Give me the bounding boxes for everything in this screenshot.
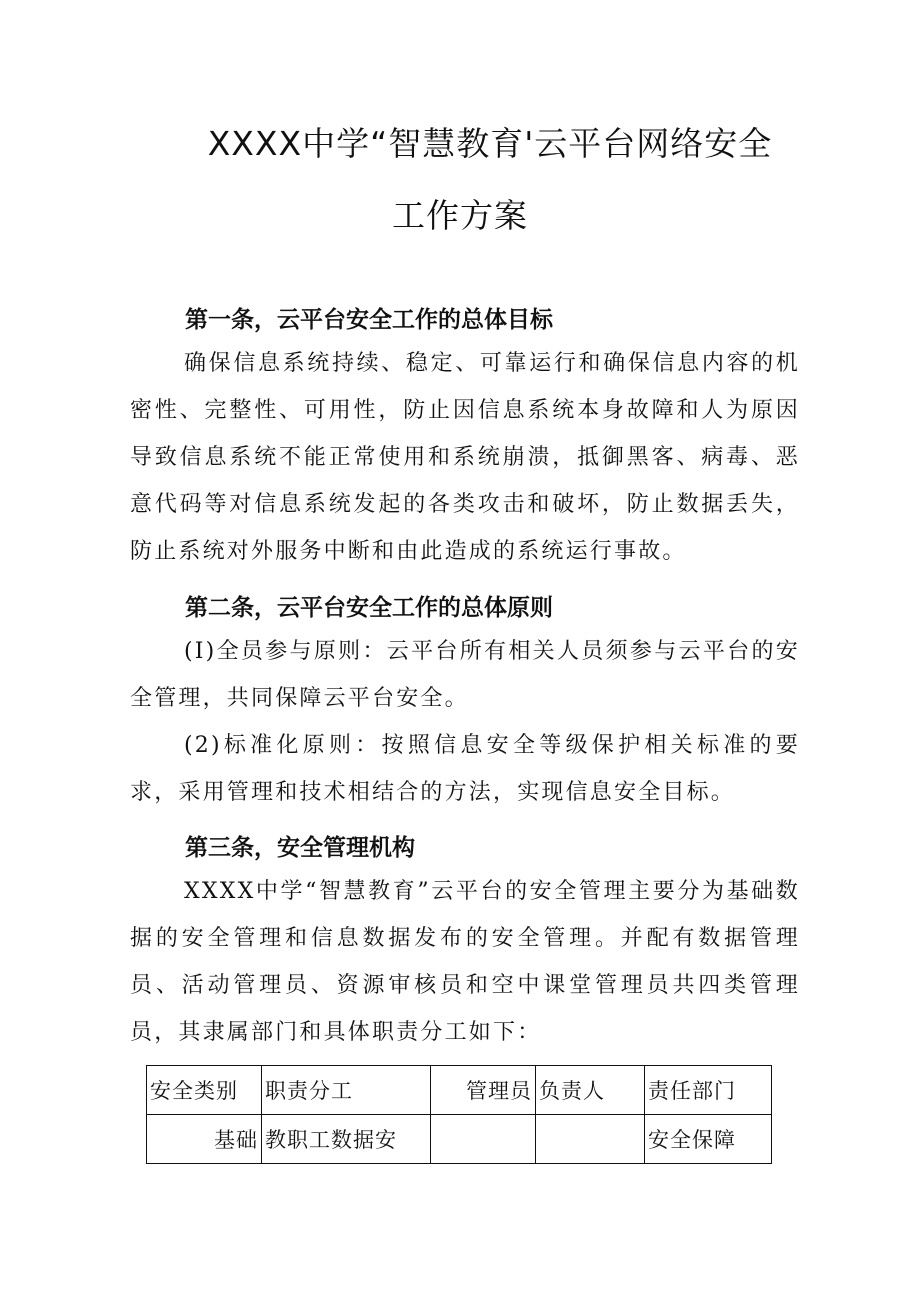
table-header-cell: 职责分工 (262, 1066, 431, 1115)
table-cell: 基础 (147, 1115, 262, 1164)
section-3-heading: 第三条，安全管理机构 (185, 835, 415, 861)
table-cell: 安全保障 (645, 1115, 772, 1164)
table-header-cell: 安全类别 (147, 1066, 262, 1115)
table-cell (431, 1115, 536, 1164)
table-row (147, 1115, 772, 1164)
table-cell (536, 1115, 645, 1164)
table-header-cell: 负责人 (536, 1066, 645, 1115)
section-2-heading: 第二条，云平台安全工作的总体原则 (185, 595, 553, 621)
section-1-heading: 第一条，云平台安全工作的总体目标 (185, 307, 553, 333)
section-1-paragraph: 确保信息系统持续、稳定、可靠运行和确保信息内容的机密性、完整性、可用性，防止因信息系统本身故障和人为原因导致信息系统不能正常使用和系统崩溃，抵御黑客、病毒、恶意代码等对信息系统发起的各类攻击和破坏，防止数据丢失，防止系统对外服务中断和由此造成的系统运行事故。 (130, 351, 800, 564)
table-cell: 教职工数据安 (262, 1115, 431, 1164)
document-title-line-1: XXXX中学“智慧教育'云平台网络安全 (207, 124, 773, 163)
section-2-paragraph-1: (I)全员参与原则：云平台所有相关人员须参与云平台的安全管理，共同保障云平台安全。 (130, 639, 800, 711)
table-header-cell: 责任部门 (645, 1066, 772, 1115)
section-2-paragraph-2: (2)标准化原则：按照信息安全等级保护相关标准的要求，采用管理和技术相结合的方法，实现信息安全目标。 (130, 733, 800, 805)
table-header-row (147, 1066, 772, 1115)
document-title-line-2: 工作方案 (392, 196, 528, 235)
section-3-paragraph: XXXX中学“智慧教育”云平台的安全管理主要分为基础数据的安全管理和信息数据发布的安全管理。并配有数据管理员、活动管理员、资源审核员和空中课堂管理员共四类管理员，其隶属部门和具体职责分工如下： (130, 879, 800, 1045)
duty-table (146, 1065, 772, 1164)
table-header-cell: 管理员 (431, 1066, 536, 1115)
